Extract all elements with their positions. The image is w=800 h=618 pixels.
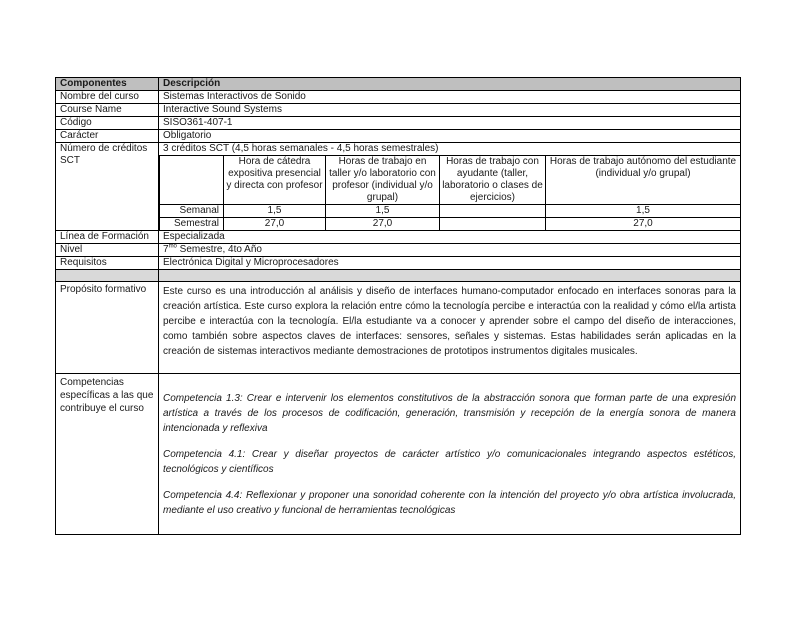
label-nombre-curso: Nombre del curso [56,91,159,104]
competencia-4-4: Competencia 4.4: Reflexionar y proponer una sonoridad coherente con la intención del proyecto y/o obra artística involucrada, mediante el uso creativo y funcional de herramientas tecnológicas [163,490,736,516]
sct-semestral-autonomo: 27,0 [546,218,741,231]
row-caracter [56,130,741,143]
row-codigo [56,117,741,130]
label-codigo: Código [56,117,159,130]
nivel-superscript: mo [168,243,177,250]
sct-semanal-row [160,205,741,218]
row-linea [56,231,741,244]
separator-row [56,270,741,282]
value-codigo: SISO361-407-1 [159,117,741,130]
header-componentes: Componentes [56,78,159,91]
sct-semestral-taller: 27,0 [326,218,440,231]
value-course-name: Interactive Sound Systems [159,104,741,117]
sct-header-taller: Horas de trabajo en taller y/o laboratorio con profesor (individual y/o grupal) [326,156,440,205]
nivel-rest: Semestre, 4to Año [176,244,262,255]
competencia-4-1: Competencia 4.1: Crear y diseñar proyectos de carácter artístico y/o comunicacionales integrando aspectos estéticos, tecnológicos y científicos [163,449,736,475]
label-course-name: Course Name [56,104,159,117]
sct-semestral-row [160,218,741,231]
sct-header-ayudante: Horas de trabajo con ayudante (taller, laboratorio o clases de ejercicios) [440,156,546,205]
value-requisitos: Electrónica Digital y Microprocesadores [159,257,741,270]
row-nivel [56,244,741,257]
separator-cell-left [56,270,159,282]
competencia-1-3: Competencia 1.3: Crear e intervenir los elementos constitutivos de la abstracción sonora que forman parte de una expresión artística a través de los procesos de codificación, generación, transmisión y recepción de la energía sonora de manera intencionada y reflexiva [163,393,736,434]
row-course-name [56,104,741,117]
label-caracter: Carácter [56,130,159,143]
sct-semanal-ayudante [440,205,546,218]
row-requisitos [56,257,741,270]
value-caracter: Obligatorio [159,130,741,143]
label-competencias: Competencias específicas a las que contribuye el curso [56,374,159,535]
course-description-table [55,77,741,535]
separator-cell-right [159,270,741,282]
label-nivel: Nivel [56,244,159,257]
value-proposito: Este curso es una introducción al análisis y diseño de interfaces humano-computador enfocado en interfaces sonoras para la creación artística. Este curso explora la relación entre cómo la tecnología percibe e interactúa con la realidad y cómo el/la artista percibe e interactúa con la tecnología. El/la estudiante va a conocer y aprender sobre el campo del diseño de interacciones, como también sobre aspectos claves de interfaces: sensores, señales y sistemas. Estas habilidades serán aplicadas en la creación de sistemas interactivos mediante demostraciones de prototipos instrumentos digitales musicales. [159,282,741,374]
label-creditos: Número de créditos SCT [56,143,159,231]
sct-semanal-label: Semanal [160,205,224,218]
value-competencias [159,374,741,535]
sct-hours-table [159,155,740,230]
sct-semanal-autonomo: 1,5 [546,205,741,218]
value-nivel [159,244,741,257]
label-linea: Línea de Formación [56,231,159,244]
label-proposito: Propósito formativo [56,282,159,374]
sct-corner [160,156,224,205]
sct-header-row [160,156,741,205]
creditos-summary: 3 créditos SCT (4,5 horas semanales - 4,5 horas semestrales) [163,143,439,154]
nivel-number: 7 [163,244,169,255]
sct-semestral-catedra: 27,0 [224,218,326,231]
value-linea: Especializada [159,231,741,244]
value-creditos [159,143,741,231]
sct-header-autonomo: Horas de trabajo autónomo del estudiante (individual y/o grupal) [546,156,741,205]
value-nombre-curso: Sistemas Interactivos de Sonido [159,91,741,104]
row-proposito [56,282,741,374]
sct-semestral-ayudante [440,218,546,231]
label-requisitos: Requisitos [56,257,159,270]
table-header-row [56,78,741,91]
sct-semanal-taller: 1,5 [326,205,440,218]
sct-semanal-catedra: 1,5 [224,205,326,218]
sct-semestral-label: Semestral [160,218,224,231]
header-descripcion: Descripción [159,78,741,91]
sct-header-catedra: Hora de cátedra expositiva presencial y directa con profesor [224,156,326,205]
row-competencias [56,374,741,535]
row-creditos [56,143,741,231]
row-nombre-curso [56,91,741,104]
